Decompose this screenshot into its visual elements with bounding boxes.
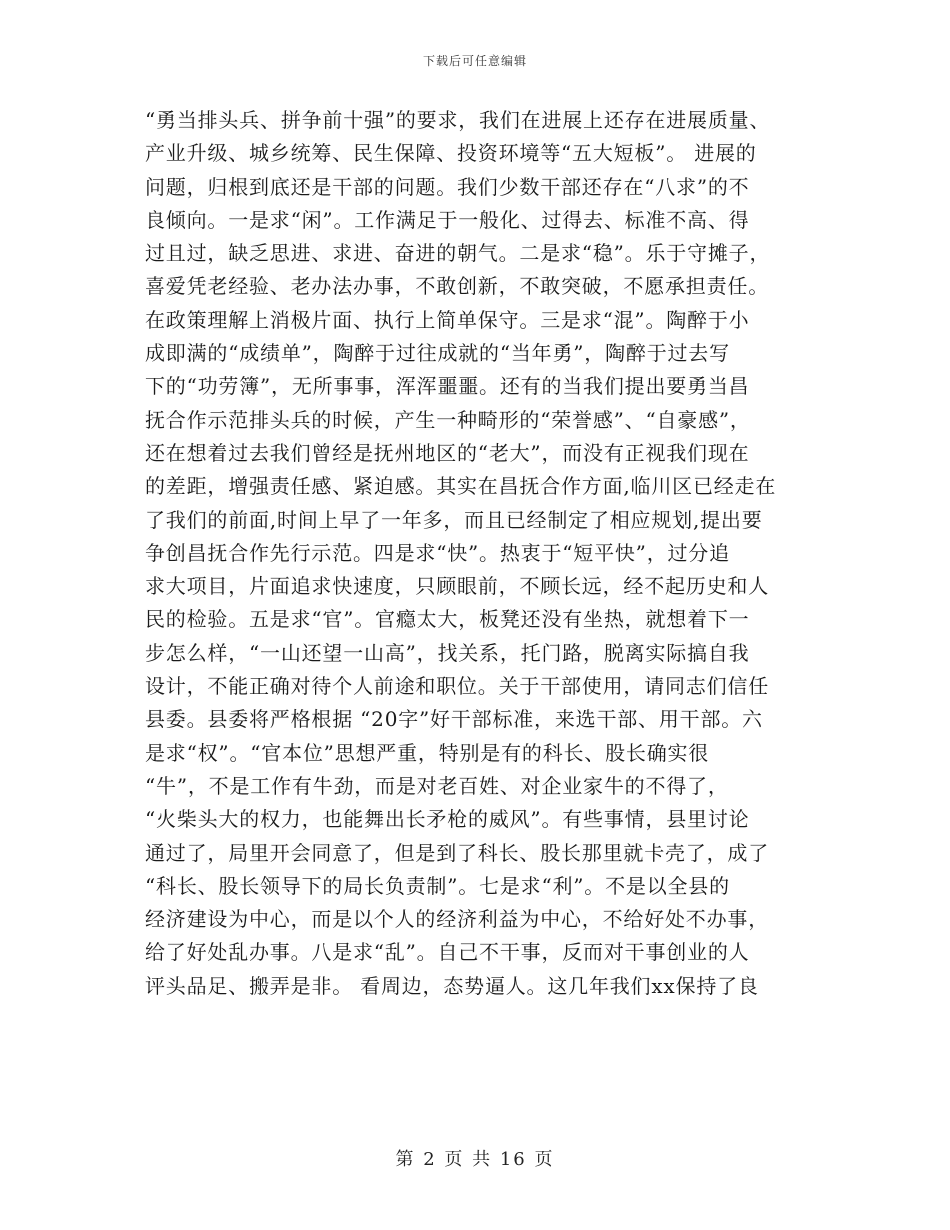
text-line: 是求“权”。“官本位”思想严重，特别是有的科长、股长确实很: [145, 740, 710, 765]
text-line: 评头品足、搬弄是非。 看周边，态势逼人。这几年我们xx保持了良: [145, 973, 759, 998]
text-line: 求大项目，片面追求快速度，只顾眼前，不顾长远，经不起历史和人: [145, 574, 769, 599]
text-line: 设计，不能正确对待个人前途和职位。关于干部使用，请同志们信任: [145, 674, 769, 699]
page-header: 下载后可任意编辑: [422, 54, 527, 68]
text-line: “科长、股长领导下的局长负责制”。七是求“利”。不是以全县的: [145, 873, 730, 898]
text-line: 的差距，增强责任感、紧迫感。其实在昌抚合作方面,临川区已经走在: [145, 474, 777, 499]
text-line: 了我们的前面,时间上早了一年多，而且已经制定了相应规划,提出要: [145, 507, 763, 532]
text-line: 民的检验。五是求“官”。官瘾太大，板凳还没有坐热，就想着下一: [145, 607, 750, 632]
text-line: 还在想着过去我们曾经是抚州地区的“老大”，而没有正视我们现在: [145, 440, 750, 465]
text-line: 成即满的“成绩单”，陶醉于过往成就的“当年勇”，陶醉于过去写: [145, 341, 730, 366]
text-line: “勇当排头兵、拼争前十强”的要求，我们在进展上还存在进展质量、: [145, 108, 771, 132]
text-line: 产业升级、城乡统筹、民生保障、投资环境等“五大短板”。 进展的: [145, 141, 757, 166]
text-line: 经济建设为中心，而是以个人的经济利益为中心，不给好处不办事，: [145, 907, 769, 932]
body-text: [145, 104, 810, 1003]
text-line: 下的“功劳簿”，无所事事，浑浑噩噩。还有的当我们提出要勇当昌: [145, 374, 750, 399]
text-line: 喜爱凭老经验、老办法办事，不敢创新，不敢突破，不愿承担责任。: [145, 274, 769, 299]
text-line: 争创昌抚合作先行示范。四是求“快”。热衷于“短平快”，过分追: [145, 540, 730, 565]
text-line: 给了好处乱办事。八是求“乱”。自己不干事，反而对干事创业的人: [145, 940, 750, 965]
text-line: “火柴头大的权力，也能舞出长矛枪的威风”。有些事情，县里讨论: [145, 807, 750, 832]
text-line: 在政策理解上消极片面、执行上简单保守。三是求“混”。陶醉于小: [145, 307, 750, 332]
text-line: 通过了，局里开会同意了，但是到了科长、股长那里就卡壳了，成了: [145, 840, 769, 865]
text-line: 过且过，缺乏思进、求进、奋进的朝气。二是求“稳”。乐于守摊子，: [145, 241, 771, 266]
text-line: “牛”，不是工作有牛劲，而是对老百姓、对企业家牛的不得了，: [145, 773, 729, 798]
text-line: 步怎么样，“一山还望一山高”，找关系，托门路，脱离实际搞自我: [145, 640, 750, 665]
text-line: 良倾向。一是求“闲”。工作满足于一般化、过得去、标准不高、得: [145, 207, 750, 232]
text-line: 抚合作示范排头兵的时候，产生一种畸形的“荣誉感”、“自豪感”，: [145, 407, 751, 432]
text-line: 问题，归根到底还是干部的问题。我们少数干部还存在“八求”的不: [145, 174, 750, 199]
text-line: 县委。县委将严格根据 “20字”好干部标准，来选干部、用干部。六: [145, 707, 763, 732]
page-footer: 第 2 页 共 16 页: [395, 1149, 555, 1170]
